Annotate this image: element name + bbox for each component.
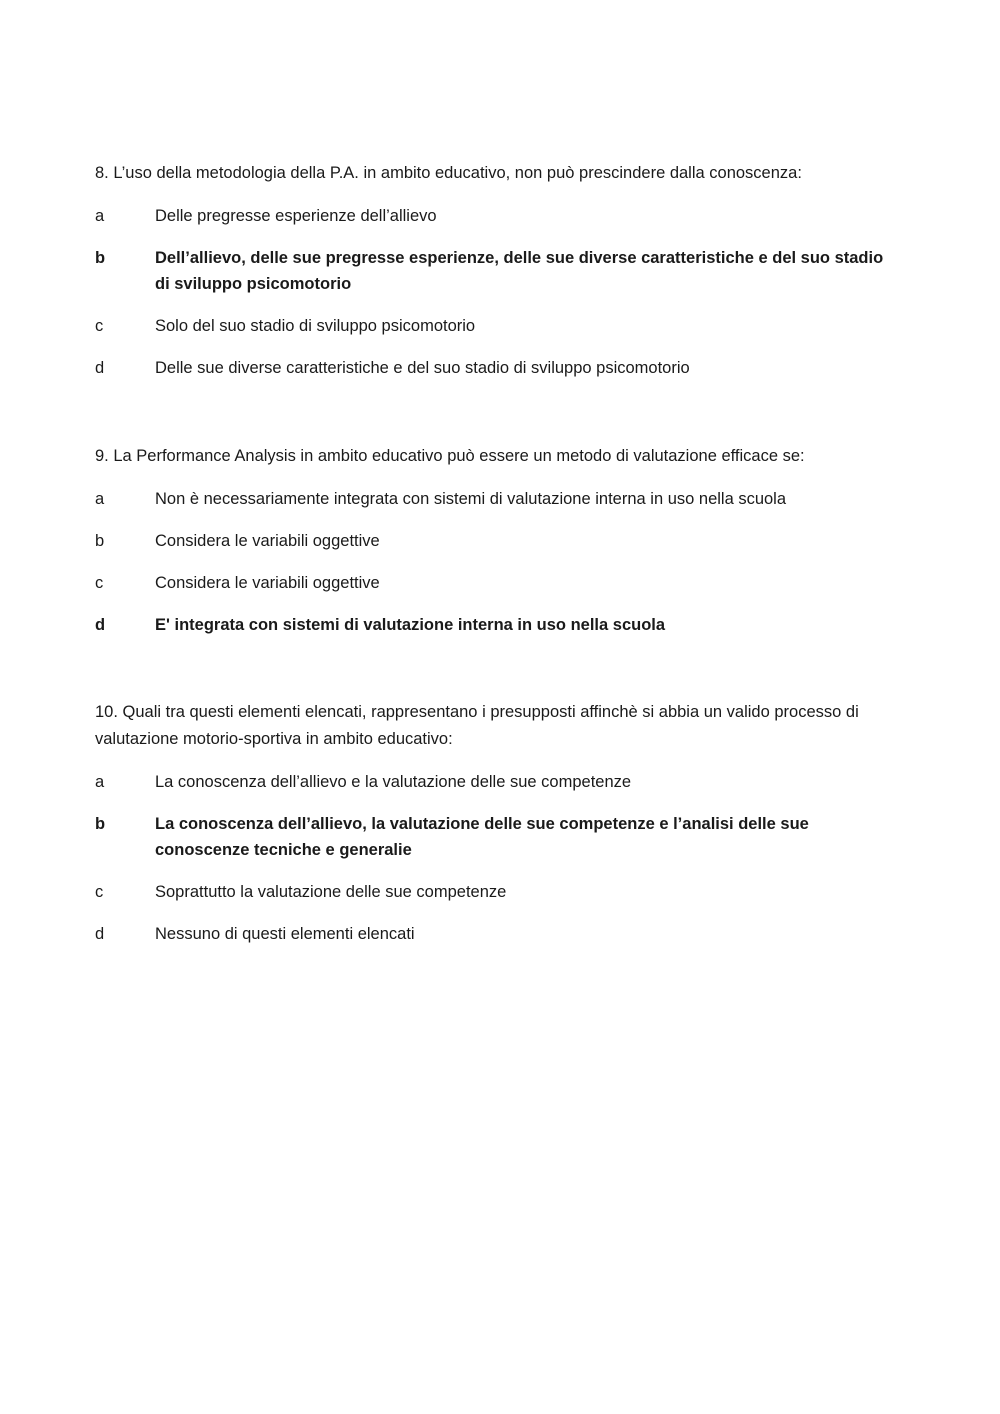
option-text: Solo del suo stadio di sviluppo psicomotorio [155,317,476,335]
option-text: Non è necessariamente integrata con sistemi di valutazione interna in uso nella scuola [155,490,787,508]
question-text: 9. La Performance Analysis in ambito educativo può essere un metodo di valutazione efficace se: [95,447,805,465]
option-letter: b [95,532,105,550]
option-a [95,769,895,795]
option-c [95,570,895,596]
option-text: Soprattutto la valutazione delle sue competenze [155,883,507,901]
option-letter: c [95,317,104,335]
option-letter: c [95,883,104,901]
option-text: Nessuno di questi elementi elencati [155,925,415,943]
option-letter: d [95,359,105,377]
option-text: La conoscenza dell’allievo, la valutazione delle sue competenze e l’analisi delle sue conoscenze tecniche e generalie [155,815,809,859]
option-text: Considera le variabili oggettive [155,574,380,592]
option-c [95,313,895,339]
option-letter: b [95,815,106,833]
question-text: 10. Quali tra questi elementi elencati, rappresentano i presupposti affinchè si abbia un valido processo di valutazione motorio-sportiva in ambito educativo: [95,703,859,748]
option-text: Delle sue diverse caratteristiche e del suo stadio di sviluppo psicomotorio [155,359,690,377]
option-c [95,879,895,905]
option-text: La conoscenza dell’allievo e la valutazione delle sue competenze [155,773,632,791]
option-letter: a [95,207,105,225]
question-10 [95,699,895,963]
option-d-correct [95,612,895,638]
option-letter: b [95,249,106,267]
question-text: 8. L’uso della metodologia della P.A. in ambito educativo, non può prescindere dalla conoscenza: [95,164,802,182]
option-text: Considera le variabili oggettive [155,532,380,550]
option-text: Dell’allievo, delle sue pregresse esperienze, delle sue diverse caratteristiche e del suo stadio di sviluppo psicomotorio [155,249,884,293]
option-text: Delle pregresse esperienze dell’allievo [155,207,437,225]
option-b-correct [95,245,895,297]
question-9 [95,443,895,654]
option-b-correct [95,811,895,863]
question-8 [95,160,895,397]
option-a [95,203,895,229]
option-letter: a [95,773,105,791]
option-letter: a [95,490,105,508]
option-d [95,921,895,947]
option-d [95,355,895,381]
option-letter: d [95,616,106,634]
option-a [95,486,895,512]
option-text: E' integrata con sistemi di valutazione interna in uso nella scuola [155,616,666,634]
option-letter: c [95,574,104,592]
option-letter: d [95,925,105,943]
option-b [95,528,895,554]
